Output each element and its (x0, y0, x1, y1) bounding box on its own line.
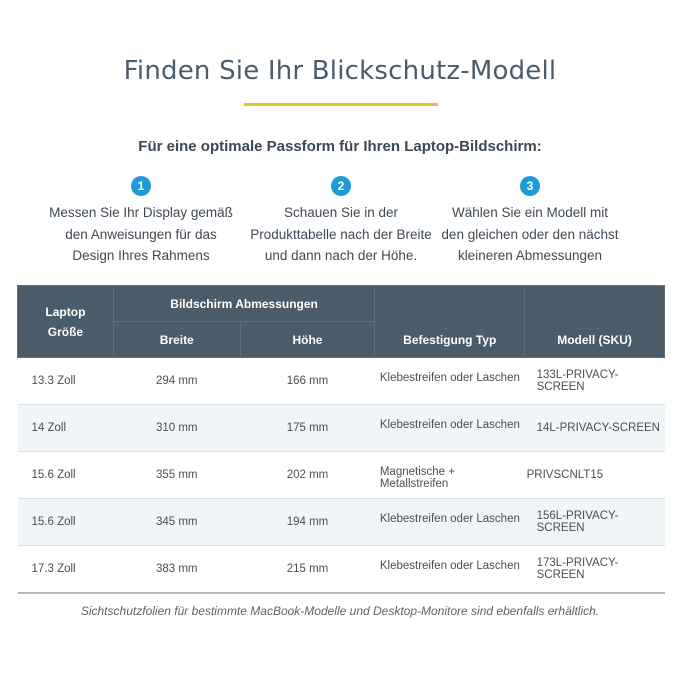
size-table (17, 285, 665, 594)
step-text (31, 202, 251, 267)
cell-width: 383 mm (113, 546, 240, 594)
table-row (18, 405, 665, 452)
step-number-badge: 2 (331, 176, 351, 196)
step-text-line: Wählen Sie ein Modell mit (451, 205, 609, 220)
step-text-line: und dann nach der Höhe. (264, 248, 418, 263)
step-number-badge: 1 (131, 176, 151, 196)
table-row (18, 358, 665, 405)
cell-size: 15.6 Zoll (18, 452, 114, 499)
step-number-badge: 3 (520, 176, 540, 196)
footnote: Sichtschutzfolien für bestimmte MacBook-Modelle und Desktop-Monitore sind ebenfalls erhältlich. (80, 604, 600, 618)
table-row (18, 452, 665, 499)
cell-size: 15.6 Zoll (18, 499, 114, 546)
subtitle: Für eine optimale Passform für Ihren Laptop-Bildschirm: (138, 138, 542, 155)
cell-mount: Klebestreifen oder Laschen (375, 358, 525, 405)
cell-size: 13.3 Zoll (18, 358, 114, 405)
cell-mount: Klebestreifen oder Laschen (375, 546, 525, 594)
step-2 (231, 176, 451, 267)
cell-height: 215 mm (240, 546, 375, 594)
cell-mount: Magnetische + Metallstreifen (375, 452, 525, 499)
cell-sku: 173L-PRIVACY-SCREEN (525, 546, 665, 594)
cell-size: 14 Zoll (18, 405, 114, 452)
cell-sku: 156L-PRIVACY-SCREEN (525, 499, 665, 546)
step-text-line: den gleichen oder den nächst (441, 226, 619, 242)
cell-size: 17.3 Zoll (18, 546, 114, 594)
step-text-line: Schauen Sie in der (283, 205, 399, 220)
step-text-line: Design Ihres Rahmens (72, 248, 210, 263)
step-1 (31, 176, 251, 267)
step-text-line: Produkttabelle nach der Breite (250, 226, 432, 242)
title-underline (244, 103, 438, 106)
header-dimensions: Bildschirm Abmessungen (113, 286, 375, 322)
table-row (18, 499, 665, 546)
step-3 (420, 176, 640, 267)
cell-sku: 133L-PRIVACY-SCREEN (525, 358, 665, 405)
cell-width: 345 mm (113, 499, 240, 546)
cell-width: 310 mm (113, 405, 240, 452)
header-laptop-line: Laptop (45, 304, 86, 319)
cell-height: 175 mm (240, 405, 375, 452)
cell-mount: Klebestreifen oder Laschen (375, 405, 525, 452)
step-text-line: Messen Sie Ihr Display gemäß (49, 205, 233, 220)
cell-width: 294 mm (113, 358, 240, 405)
cell-height: 166 mm (240, 358, 375, 405)
step-text-line: den Anweisungen für das (65, 226, 217, 242)
page-title: Finden Sie Ihr Blickschutz-Modell (123, 56, 557, 86)
header-mount-type: Befestigung Typ (375, 286, 525, 358)
header-height: Höhe (240, 322, 375, 358)
header-model-sku: Modell (SKU) (525, 286, 665, 358)
header-laptop-line: Größe (47, 324, 84, 339)
cell-sku: PRIVSCNLT15 (525, 452, 665, 499)
cell-width: 355 mm (113, 452, 240, 499)
cell-height: 194 mm (240, 499, 375, 546)
step-text-line: kleineren Abmessungen (457, 248, 603, 263)
step-text (420, 202, 640, 267)
cell-mount: Klebestreifen oder Laschen (375, 499, 525, 546)
step-text (231, 202, 451, 267)
cell-sku: 14L-PRIVACY-SCREEN (525, 405, 665, 452)
header-width: Breite (113, 322, 240, 358)
header-laptop-size (18, 286, 114, 358)
table-row (18, 546, 665, 594)
cell-height: 202 mm (240, 452, 375, 499)
